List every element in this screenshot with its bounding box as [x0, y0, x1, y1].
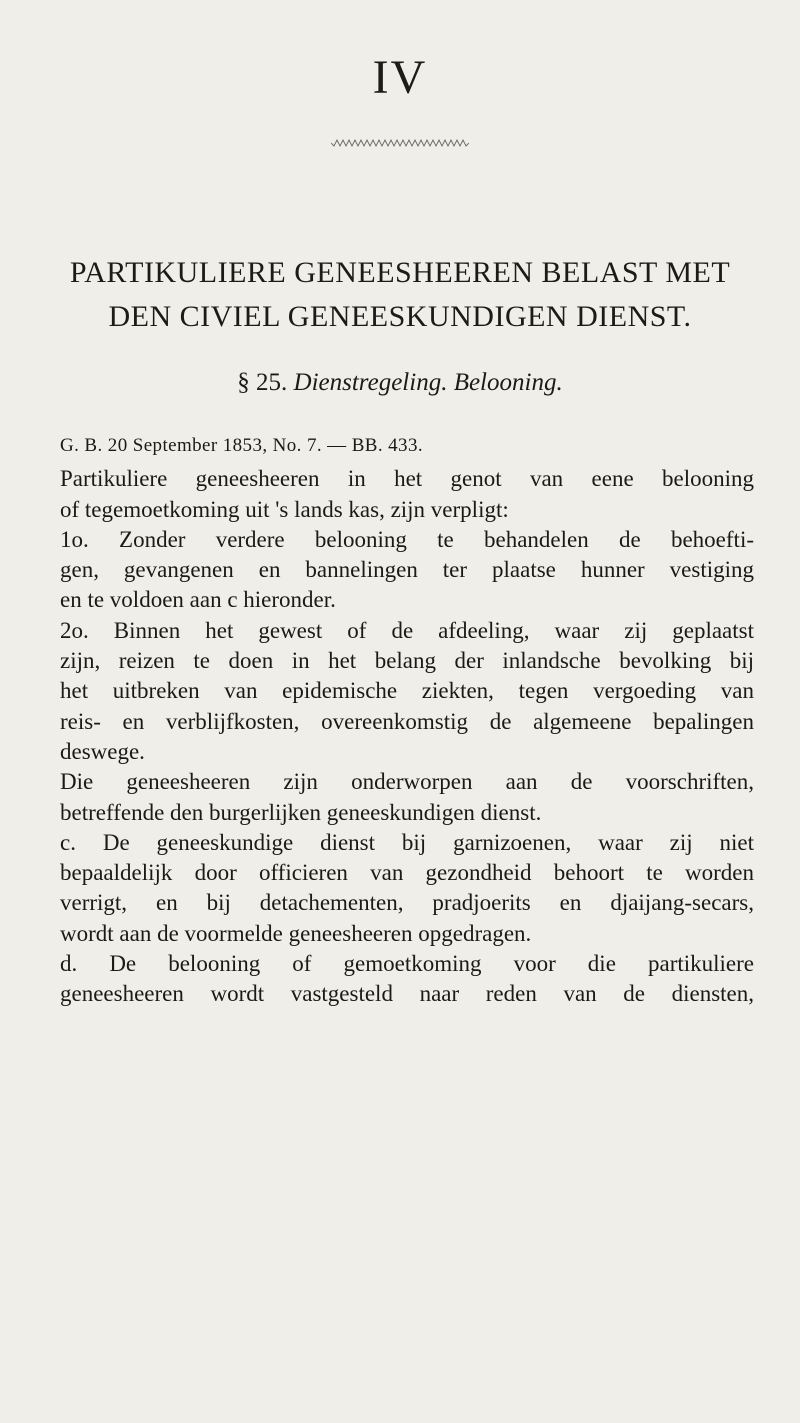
subheading-part-1: Dienstregeling. [293, 369, 448, 396]
text-line: wordt aan de voormelde geneesheeren opgedragen. [60, 920, 532, 946]
text-line: gen, gevangenen en bannelingen ter plaatse hunner vestiging [60, 557, 754, 583]
text-line: Partikuliere geneesheeren in het genot van eene belooning [60, 466, 754, 492]
text-line: reis- en verblijfkosten, overeenkomstig de algemeene bepalingen [60, 708, 754, 734]
text-line: betreffende den burgerlijken geneeskundigen dienst. [60, 799, 542, 825]
text-line: Die geneesheeren zijn onderworpen aan de voorschriften, [60, 769, 754, 795]
gazette-reference: G. B. 20 September 1853, No. 7. — BB. 433. [60, 435, 424, 456]
text-line: of tegemoetkoming uit 's lands kas, zijn verpligt: [60, 496, 509, 522]
section-number: § 25. [237, 369, 288, 396]
section-subheading [0, 369, 800, 397]
text-line: 2o. Binnen het gewest of de afdeeling, waar zij geplaatst [60, 617, 754, 643]
text-line: zijn, reizen te doen in het belang der inlandsche bevolking bij [60, 648, 754, 674]
section-numeral: IV [372, 51, 428, 104]
subheading-part-2: Belooning. [453, 369, 563, 396]
chapter-heading-line-2: DEN CIVIEL GENEESKUNDIGEN DIENST. [108, 300, 692, 333]
ornament-divider [331, 138, 469, 148]
text-line: het uitbreken van epidemische ziekten, tegen vergoeding van [60, 678, 754, 704]
body-text [60, 431, 754, 1010]
text-line: deswege. [60, 738, 145, 764]
text-line: en te voldoen aan c hieronder. [60, 587, 336, 613]
text-line: d. De belooning of gemoetkoming voor die partikuliere [60, 951, 754, 977]
text-line: 1o. Zonder verdere belooning te behandelen de behoefti- [60, 526, 754, 552]
text-line: bepaaldelijk door officieren van gezondheid behoort te worden [60, 860, 754, 886]
text-line: geneesheeren wordt vastgesteld naar reden van de diensten, [60, 981, 754, 1007]
text-line: c. De geneeskundige dienst bij garnizoenen, waar zij niet [60, 829, 754, 855]
chapter-heading-line-1: PARTIKULIERE GENEESHEEREN BELAST MET [69, 256, 731, 289]
text-line: verrigt, en bij detachementen, pradjoerits en djaijang-secars, [60, 890, 754, 916]
